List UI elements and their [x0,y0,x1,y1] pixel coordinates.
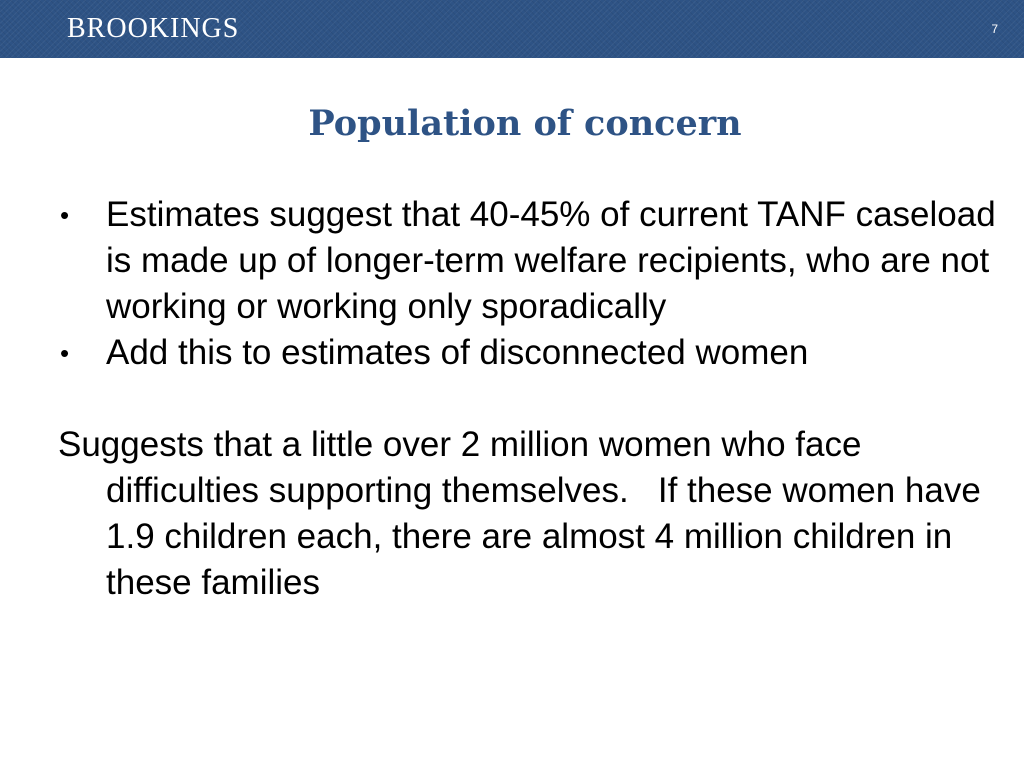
header-bar [0,0,1024,58]
slide-title: Population of concern [308,103,742,144]
bullet-icon: • [60,338,70,368]
bullet-item [58,192,1008,330]
bullet-item [58,330,1008,376]
bullet-text: Estimates suggest that 40-45% of current TANF caseload is made up of longer-term welfare recipients, who are not working or working only sporadically [106,195,996,326]
page-number: 7 [991,22,998,36]
bullet-icon: • [60,200,70,230]
summary-paragraph: Suggests that a little over 2 million women who face difficulties supporting themselves. If these women have 1.9 children each, there are almost 4 million children in these families [58,425,991,602]
slide-body [58,192,1008,606]
spacer [58,376,1008,422]
bullet-text: Add this to estimates of disconnected women [106,333,809,372]
brookings-logo: BROOKINGS [67,13,240,44]
bullet-list [58,192,1008,376]
